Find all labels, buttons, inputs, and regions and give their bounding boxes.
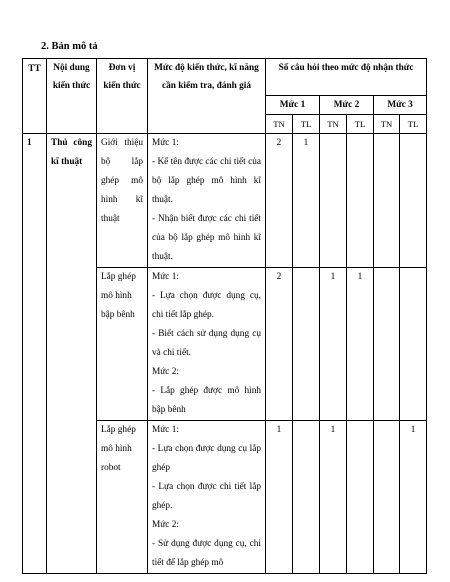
count-cell: 1 (400, 421, 427, 574)
description-line: - Lắp ghép được mô hình bập bênh (152, 386, 261, 415)
header-unit: Đơn vị kiến thức (97, 59, 148, 134)
description-line: - Lựa chọn được dụng cụ, chi tiết lắp ghép. (152, 291, 261, 320)
description-cell (148, 421, 266, 574)
count-cell: 2 (266, 134, 293, 268)
header-type-tn: TN (374, 115, 400, 134)
count-cell: 1 (347, 268, 374, 421)
description-cell (148, 268, 266, 421)
header-level-2: Mức 2 (320, 96, 374, 115)
table-row (23, 134, 427, 268)
header-type-tn: TN (320, 115, 347, 134)
header-type-tl: TL (293, 115, 320, 134)
description-line: Mức 1: (152, 138, 179, 148)
count-cell (400, 134, 427, 268)
count-cell: 1 (266, 421, 293, 574)
description-line: - Lựa chọn được chi tiết lắp ghép. (152, 482, 261, 511)
description-line: - Kể tên được các chi tiết của bộ lắp ghép mô hình kĩ thuật. (152, 157, 261, 205)
header-level-3: Mức 3 (374, 96, 427, 115)
count-cell (400, 268, 427, 421)
count-cell: 2 (266, 268, 293, 421)
count-cell (320, 134, 347, 268)
section-heading: 2. Bản mô tả (41, 41, 98, 52)
description-line: - Lựa chọn được dụng cụ lắp ghép (152, 444, 261, 473)
header-type-tn: TN (266, 115, 293, 134)
description-line: Mức 1: (152, 425, 179, 435)
count-cell (347, 421, 374, 574)
header-question-count: Số câu hỏi theo mức độ nhận thức (266, 59, 427, 96)
unit-cell: Lắp ghép mô hình robot (97, 421, 148, 574)
description-line: - Sử dụng được dụng cụ, chi tiết để lắp ghép mô (152, 539, 261, 568)
description-line: Mức 2: (152, 520, 179, 530)
count-cell (374, 134, 400, 268)
description-line: - Nhận biết được các chi tiết của bộ lắp ghép mô hình kĩ thuật. (152, 214, 261, 262)
row-number: 1 (23, 134, 47, 574)
header-tt: TT (23, 59, 47, 134)
description-cell (148, 134, 266, 268)
description-line: Mức 1: (152, 272, 179, 282)
header-type-tl: TL (400, 115, 427, 134)
header-level-1: Mức 1 (266, 96, 320, 115)
count-cell (347, 134, 374, 268)
header-type-tl: TL (347, 115, 374, 134)
count-cell (293, 421, 320, 574)
unit-cell: Lắp ghép mô hình bập bênh (97, 268, 148, 421)
description-line: - Biết cách sử dụng dụng cụ và chi tiết. (152, 329, 261, 358)
count-cell: 1 (320, 421, 347, 574)
description-table (22, 58, 427, 574)
count-cell: 1 (293, 134, 320, 268)
header-level-description: Mức độ kiến thức, kĩ năng cần kiểm tra, đánh giá (148, 59, 266, 134)
count-cell (374, 421, 400, 574)
description-line: Mức 2: (152, 367, 179, 377)
count-cell: 1 (320, 268, 347, 421)
count-cell (293, 268, 320, 421)
topic-cell: Thủ công kĩ thuật (47, 134, 97, 574)
header-content: Nội dung kiến thức (47, 59, 97, 134)
count-cell (374, 268, 400, 421)
unit-cell: Giới thiệu bộ lắp ghép mô hình kĩ thuật (97, 134, 148, 268)
